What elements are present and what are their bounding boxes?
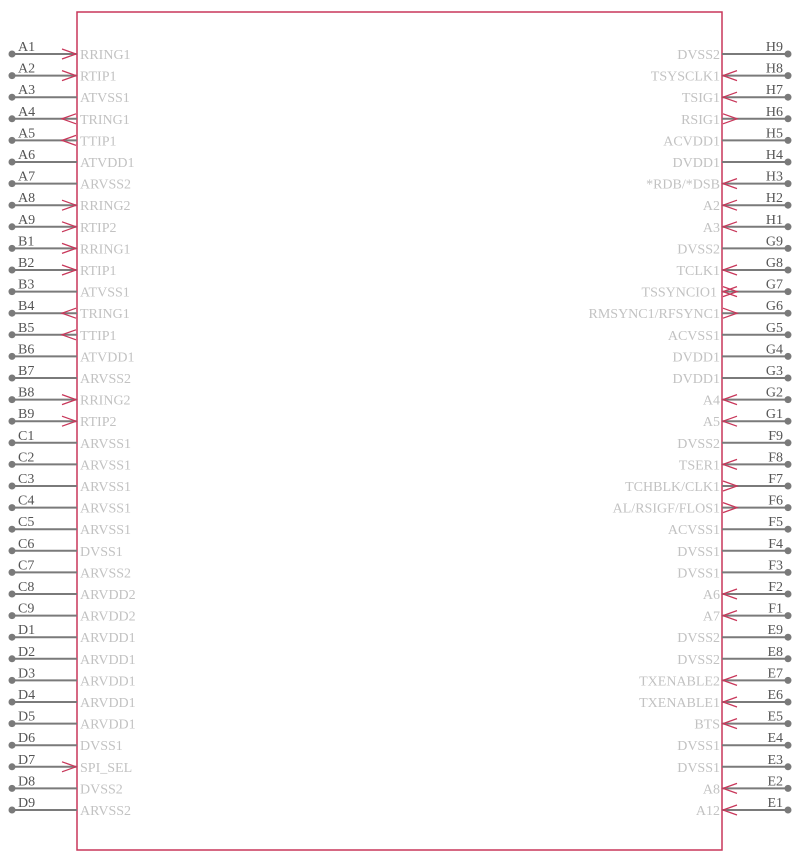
pin-label: RRING1 (80, 242, 131, 258)
pin-endpoint (9, 94, 16, 101)
pin-number: F8 (768, 450, 783, 466)
pin (677, 623, 791, 646)
pin-number: G9 (765, 234, 783, 250)
pin-endpoint (785, 331, 792, 338)
pin-endpoint (785, 742, 792, 749)
pin (9, 342, 135, 365)
pin (589, 299, 792, 322)
pin-endpoint (9, 763, 16, 770)
pin-label: ARVDD1 (80, 717, 136, 733)
pin-label: A8 (702, 782, 720, 798)
pin-endpoint (9, 677, 16, 684)
pin-label: TXENABLE1 (639, 696, 720, 711)
pin-endpoint (9, 526, 16, 533)
pin (703, 386, 792, 409)
pin-number: G6 (765, 299, 783, 315)
pin-endpoint (785, 353, 792, 360)
pin-endpoint (785, 288, 792, 295)
pin-label: TTIP1 (80, 134, 117, 150)
pin-number: A9 (18, 212, 36, 228)
pin-label: ARVSS1 (80, 480, 132, 495)
pin-label: ARVDD2 (80, 588, 136, 603)
pin-number: B2 (18, 256, 35, 271)
pin-number: F1 (768, 601, 783, 617)
pin (682, 83, 792, 106)
pin-number: H6 (765, 104, 783, 120)
pin (9, 213, 117, 236)
pin-label: ATVSS1 (80, 285, 130, 301)
pin-number: A5 (18, 126, 36, 142)
pin-label: ATVDD1 (80, 350, 135, 366)
pin-endpoint (785, 483, 792, 490)
pin-label: DVSS1 (677, 739, 720, 755)
pin-number: A2 (18, 61, 36, 77)
pin (673, 364, 792, 387)
pin-label: DVDD1 (672, 350, 720, 366)
pin-label: DVSS2 (677, 436, 720, 452)
pin-label: A12 (695, 804, 720, 819)
pin (9, 602, 136, 625)
pin (9, 364, 132, 387)
pin-label: DVSS1 (677, 544, 720, 560)
pin-number: E6 (767, 688, 783, 703)
pin (9, 623, 136, 646)
pin (703, 580, 792, 603)
pin (642, 278, 792, 301)
pin-label: RRING2 (80, 199, 131, 215)
pin (9, 450, 132, 473)
pin-number: H9 (765, 40, 783, 55)
pin-endpoint (785, 612, 792, 619)
pin-number: E1 (767, 796, 783, 811)
pin-endpoint (785, 504, 792, 511)
pin-endpoint (785, 418, 792, 425)
pin-endpoint (9, 331, 16, 338)
pin-endpoint (9, 288, 16, 295)
pin-endpoint (785, 461, 792, 468)
pin (9, 537, 123, 560)
pin-label: A4 (702, 393, 720, 409)
pin (673, 342, 792, 365)
pin (9, 105, 130, 128)
pin (677, 731, 791, 754)
pin-endpoint (9, 51, 16, 58)
pin (677, 429, 791, 452)
pin-number: B6 (18, 342, 35, 358)
pin-label: TSSYNCIO1 (641, 285, 717, 301)
pin-label: ACVSS1 (667, 328, 720, 344)
pin (677, 645, 791, 668)
pin-number: H8 (765, 61, 783, 77)
pin-endpoint (9, 310, 16, 317)
pin (668, 515, 792, 538)
pin (9, 148, 135, 171)
pin (677, 537, 791, 560)
pin-number: B8 (18, 385, 35, 401)
pin-endpoint (785, 375, 792, 382)
pin-endpoint (785, 115, 792, 122)
pin (663, 126, 791, 149)
pin (703, 602, 792, 625)
pin (646, 170, 791, 193)
pin-number: G8 (765, 256, 783, 271)
pin-number: B9 (18, 407, 35, 423)
pin (9, 558, 132, 581)
pin (613, 494, 792, 517)
pin-label: RTIP1 (80, 264, 117, 279)
pin-label: A3 (702, 220, 720, 236)
pin-endpoint (9, 375, 16, 382)
pin-endpoint (785, 51, 792, 58)
pin-number: G3 (765, 364, 783, 379)
pin-label: AL/RSIGF/FLOS1 (612, 501, 720, 517)
pin-endpoint (9, 612, 16, 619)
pin-number: D2 (18, 644, 36, 660)
pin-number: G7 (765, 277, 783, 293)
pin (677, 753, 791, 776)
pin (625, 472, 791, 495)
pin (677, 558, 791, 581)
pin-number: B4 (18, 299, 35, 315)
pin-number: H5 (765, 126, 783, 142)
pin-number: G5 (765, 320, 783, 336)
pin-endpoint (9, 483, 16, 490)
pin (9, 710, 136, 733)
pin-number: A1 (18, 40, 36, 55)
pin-number: F4 (768, 536, 783, 552)
pin-endpoint (785, 94, 792, 101)
pin-endpoint (785, 569, 792, 576)
pin (668, 321, 792, 344)
pin-label: SPI_SEL (80, 760, 133, 776)
pin-label: TSER1 (678, 458, 720, 474)
pin-endpoint (785, 137, 792, 144)
pin-number: D1 (18, 623, 36, 639)
pin-number: D3 (18, 666, 36, 682)
pin (9, 299, 130, 322)
pin-number: E5 (767, 709, 783, 725)
pin-number: A3 (18, 83, 36, 99)
pin-endpoint (785, 763, 792, 770)
pin-endpoint (9, 180, 16, 187)
pin (677, 40, 791, 63)
pin-number: A7 (18, 169, 36, 185)
left-pin-group (9, 40, 136, 819)
pin (9, 170, 132, 193)
pin-endpoint (9, 439, 16, 446)
pin-label: ATVSS1 (80, 91, 130, 107)
pin-endpoint (785, 245, 792, 252)
pin-number: A8 (18, 191, 36, 207)
pin (651, 62, 792, 85)
pin-number: C4 (18, 493, 35, 509)
pin-label: DVSS2 (677, 631, 720, 647)
pin-number: F5 (768, 515, 783, 531)
pin-endpoint (9, 115, 16, 122)
pin-endpoint (9, 202, 16, 209)
pin (9, 774, 123, 797)
pin-endpoint (9, 353, 16, 360)
pin-endpoint (9, 742, 16, 749)
pin-endpoint (9, 785, 16, 792)
pin (9, 386, 131, 409)
pin (9, 62, 117, 85)
pin-label: TCHBLK/CLK1 (625, 480, 720, 495)
pin-number: F6 (768, 493, 783, 509)
pin-label: A5 (702, 415, 720, 431)
pin-label: RRING2 (80, 393, 131, 409)
pin-label: RTIP2 (80, 415, 117, 431)
pin-number: D9 (18, 796, 36, 811)
pin-number: D7 (18, 752, 36, 768)
pin-endpoint (785, 159, 792, 166)
pin-number: C9 (18, 601, 35, 617)
pin-label: ARVDD2 (80, 609, 136, 625)
pin (9, 407, 117, 430)
pin-label: ACVDD1 (663, 134, 720, 150)
pin-label: ARVSS2 (80, 804, 132, 819)
pin-number: H2 (765, 191, 783, 207)
pin-endpoint (785, 591, 792, 598)
pin-label: ARVSS1 (80, 501, 132, 517)
pin-label: ARVSS1 (80, 458, 132, 474)
pin (9, 753, 133, 776)
pin-number: C1 (18, 428, 35, 444)
pin-label: DVSS1 (677, 760, 720, 776)
pin-number: F7 (768, 472, 783, 487)
pin-number: H7 (765, 83, 783, 99)
pin (9, 580, 136, 603)
pin (9, 83, 130, 106)
pin-label: ARVSS1 (80, 523, 132, 539)
pin-label: ARVDD1 (80, 674, 136, 690)
pin (639, 666, 791, 689)
right-pin-group (589, 40, 792, 819)
pin-label: DVSS2 (677, 652, 720, 668)
pin-endpoint (785, 267, 792, 274)
pin (9, 234, 131, 257)
pin-endpoint (9, 699, 16, 706)
pin-endpoint (9, 267, 16, 274)
pin (9, 494, 132, 517)
pin (9, 429, 132, 452)
pin-label: ATVDD1 (80, 156, 135, 171)
pin-number: F2 (768, 580, 783, 595)
pin-label: RSIG1 (681, 112, 720, 128)
pin-label: ARVSS1 (80, 436, 132, 452)
pin-endpoint (785, 439, 792, 446)
pin-endpoint (9, 591, 16, 598)
pin-label: DVSS1 (677, 566, 720, 582)
pin-number: E3 (767, 752, 783, 768)
pin-endpoint (785, 634, 792, 641)
pin-endpoint (9, 569, 16, 576)
pin-endpoint (9, 418, 16, 425)
pin-number: E7 (767, 666, 783, 682)
pin-label: TSIG1 (681, 91, 720, 107)
pin-number: H4 (765, 148, 783, 163)
pin-label: A7 (702, 609, 720, 625)
pin-number: E2 (767, 774, 783, 790)
pin-endpoint (9, 547, 16, 554)
pin-endpoint (9, 72, 16, 79)
pin-label: TCLK1 (676, 264, 720, 279)
pin-endpoint (785, 547, 792, 554)
pin-label: ARVSS2 (80, 566, 132, 582)
pin (9, 645, 136, 668)
pin (703, 407, 792, 430)
pin-number: G2 (765, 385, 783, 401)
pin-endpoint (9, 223, 16, 230)
pin-endpoint (9, 634, 16, 641)
pin-number: B7 (18, 364, 35, 379)
pin-number: C2 (18, 450, 35, 466)
pin-label: DVSS2 (677, 242, 720, 258)
pin-endpoint (9, 396, 16, 403)
pin-number: C6 (18, 536, 35, 552)
pin-number: E9 (767, 623, 783, 639)
pin-endpoint (9, 461, 16, 468)
pin (673, 148, 792, 171)
pin-number: H1 (765, 212, 783, 228)
pin-endpoint (785, 655, 792, 662)
pin-label: DVSS1 (80, 544, 123, 560)
pin-label: ACVSS1 (667, 523, 720, 539)
pin (703, 191, 792, 214)
pin-endpoint (9, 807, 16, 814)
pin (9, 191, 131, 214)
pin-endpoint (785, 807, 792, 814)
pin (696, 796, 792, 819)
pin-endpoint (785, 72, 792, 79)
pin (639, 688, 791, 711)
pin-endpoint (785, 180, 792, 187)
pin (9, 688, 136, 711)
pin-endpoint (785, 677, 792, 684)
pin-number: E8 (767, 644, 783, 660)
pin-number: G1 (765, 407, 783, 423)
pin-endpoint (785, 785, 792, 792)
pin-number: H3 (765, 169, 783, 185)
pin (9, 256, 117, 279)
pin-label: BTS (694, 717, 720, 733)
pin-label: *RDB/*DSB (646, 177, 720, 193)
pin-endpoint (785, 310, 792, 317)
pin (679, 450, 792, 473)
pin (694, 710, 791, 733)
pin-label: TRING1 (80, 112, 130, 128)
pin-number: A6 (18, 148, 36, 163)
pin (9, 40, 131, 63)
pin (9, 321, 117, 344)
pin-number: C8 (18, 580, 35, 595)
pin-label: ARVDD1 (80, 696, 136, 711)
pin-endpoint (785, 699, 792, 706)
pin-label: RTIP2 (80, 220, 117, 236)
pin-endpoint (785, 396, 792, 403)
pin-label: TRING1 (80, 307, 130, 323)
pin (703, 774, 792, 797)
pin-endpoint (785, 223, 792, 230)
pin (9, 126, 117, 149)
pin (9, 278, 130, 301)
pin-number: G4 (765, 342, 783, 358)
pin-number: B3 (18, 277, 35, 293)
pin-label: DVSS2 (677, 48, 720, 63)
pin-number: D4 (18, 688, 36, 703)
pin-label: DVSS1 (80, 739, 123, 755)
pin (681, 105, 791, 128)
pin-number: F3 (768, 558, 783, 574)
pin-label: ARVSS2 (80, 177, 132, 193)
pin-label: DVSS2 (80, 782, 123, 798)
pin (9, 796, 132, 819)
pin-label: ARVDD1 (80, 652, 136, 668)
pin-endpoint (9, 137, 16, 144)
pin-label: ARVSS2 (80, 372, 132, 387)
pin-label: DVDD1 (672, 156, 720, 171)
pin-number: A4 (18, 104, 36, 120)
pin-endpoint (785, 202, 792, 209)
pin (9, 666, 136, 689)
pin (676, 256, 791, 279)
pin-label: TSYSCLK1 (650, 69, 720, 85)
pin-number: D5 (18, 709, 36, 725)
pin-label: RTIP1 (80, 69, 117, 85)
pin-endpoint (9, 504, 16, 511)
pin-label: RMSYNC1/RFSYNC1 (588, 307, 720, 323)
pin (9, 515, 132, 538)
pin-endpoint (9, 159, 16, 166)
pin-label: ARVDD1 (80, 631, 136, 647)
pin-number: E4 (767, 731, 783, 747)
pin-number: D8 (18, 774, 36, 790)
pin-label: DVDD1 (672, 372, 720, 387)
pin-number: C7 (18, 558, 35, 574)
pin-label: TTIP1 (80, 328, 117, 344)
pin-number: B1 (18, 234, 35, 250)
pin-label: RRING1 (80, 48, 131, 63)
pin-number: C3 (18, 472, 35, 487)
pin-number: D6 (18, 731, 36, 747)
pin (9, 472, 132, 495)
pin (703, 213, 792, 236)
pin-number: F9 (768, 428, 783, 444)
pin-label: TXENABLE2 (639, 674, 720, 690)
pin-endpoint (9, 655, 16, 662)
pin (677, 234, 791, 257)
pin-number: C5 (18, 515, 35, 531)
pin-endpoint (785, 526, 792, 533)
pin-number: B5 (18, 320, 35, 336)
pin-endpoint (9, 245, 16, 252)
pin (9, 731, 123, 754)
pin-label: A2 (702, 199, 720, 215)
pin-endpoint (785, 720, 792, 727)
pin-endpoint (9, 720, 16, 727)
component-body (77, 12, 722, 850)
pin-label: A6 (702, 588, 720, 603)
